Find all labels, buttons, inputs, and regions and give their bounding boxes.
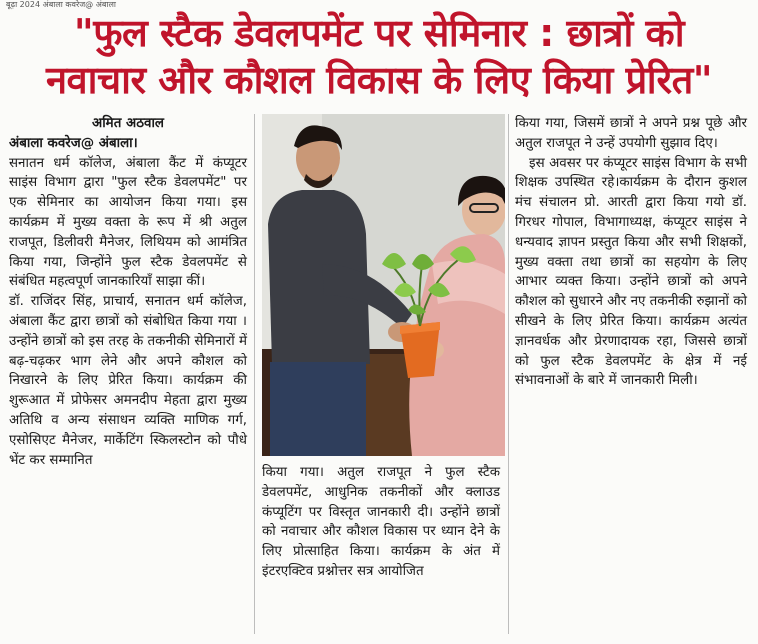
headline-line-1: "फुल स्टैक डेवलपमेंट पर सेमिनार : छात्रों को: [73, 11, 685, 55]
column-2: [262, 463, 500, 582]
headline-line-2: नवाचार और कौशल विकास के लिए किया प्रेरित": [45, 58, 713, 102]
dateline: अंबाला कवरेज@ अंबाला।: [9, 135, 138, 151]
column-divider: [254, 114, 255, 634]
column-1: [9, 114, 247, 470]
photo-illustration: [262, 114, 505, 456]
top-strip: बूढ़ा 2024 अंबाला कवरेज@ अंबाला: [6, 0, 116, 9]
column-divider: [508, 114, 509, 634]
news-photo: [262, 114, 505, 456]
paragraph: इस अवसर पर कंप्यूटर साइंस विभाग के सभी शिक्षक उपस्थित रहे।कार्यक्रम के दौरान कुशल मंच संचालन प्रो. आरती द्वारा किया गयो डॉ. गिरधर गोपाल, विभागाध्यक्ष, कंप्यूटर साइंस ने धन्यवाद ज्ञापन प्रस्तुत किया और सभी शिक्षकों, मुख्य वक्ता तथा छात्रों का सहयोग के लिए आभार व्यक्त किया। उन्होंने छात्रों को अपने कौशल को सुधारने और नए तकनीकी रुझानों को सीखने के लिए प्रेरित किया। कार्यक्रम अत्यंत ज्ञानवर्धक और प्रेरणादायक रहा, जिससे छात्रों को फुल स्टैक डेवलपमेंट के क्षेत्र में नई संभावनाओं के बारे में जानकारी मिली।: [515, 155, 747, 389]
paragraph: सनातन धर्म कॉलेज, अंबाला कैंट में कंप्यूटर साइंस विभाग द्वारा "फुल स्टैक डेवलपमेंट" पर एक सेमिनार का आयोजन किया गया। इस कार्यक्रम में मुख्य वक्ता के रूप में श्री अतुल राजपूत, डिलीवरी मैनेजर, लिथियम को आमंत्रित किया गया, जिन्होंने फुल स्टैक डेवलपमेंट से संबंधित महत्वपूर्ण जानकारियाँ साझा कीं।: [9, 155, 247, 290]
paragraph: किया गया, जिसमें छात्रों ने अपने प्रश्न पूछे और अतुल राजपूत ने उन्हें उपयोगी सुझाव दिए।: [515, 116, 747, 151]
byline: अमित अठवाल: [91, 116, 164, 131]
paragraph: किया गया। अतुल राजपूत ने फुल स्टैक डेवलपमेंट, आधुनिक तकनीकों और क्लाउड कंप्यूटिंग पर विस्तृत जानकारी दी। उन्होंने छात्रों को नवाचार और कौशल विकास पर ध्यान देने के लिए प्रोत्साहित किया। कार्यक्रम के अंत में इंटरएक्टिव प्रश्नोत्तर सत्र आयोजित: [262, 465, 500, 579]
paragraph: डॉ. राजिंदर सिंह, प्राचार्य, सनातन धर्म कॉलेज, अंबाला कैंट द्वारा छात्रों को संबोधित किया गया । उन्होंने छात्रों को इस तरह के तकनीकी सेमिनारों में बढ़-चढ़कर भाग लेने और अपने कौशल को निखारने के लिए प्रेरित किया। कार्यक्रम की शुरूआत में प्रोफेसर अमनदीप मेहता द्वारा मुख्य अतिथि व अन्य संसाधन व्यक्ति माणिक गर्ग, एसोसिएट मैनेजर, मार्केटिंग स्किलस्टोन को पौधे भेंट कर सम्मानित: [9, 294, 247, 468]
column-3: [515, 114, 747, 391]
headline: [0, 10, 758, 104]
